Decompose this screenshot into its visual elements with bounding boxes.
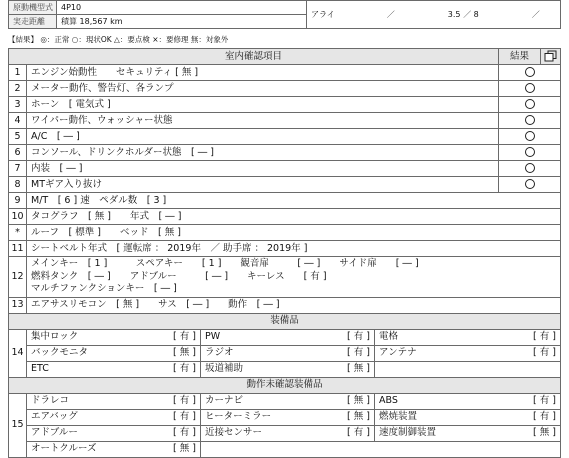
result-ok-1 — [499, 65, 561, 81]
unverified-value: [ 有 ] — [317, 425, 375, 441]
equip-value: [ 有 ] — [317, 329, 375, 345]
row-no: 13 — [9, 297, 27, 313]
keys-line-3: マルチファンクションキー [ ― ] — [31, 283, 177, 294]
unverified-name: ドラレコ — [27, 393, 143, 409]
equip-empty — [375, 361, 561, 377]
equip-name: アンテナ — [375, 345, 491, 361]
check-item-2: メーター動作、警告灯、各ランプ — [27, 81, 499, 97]
circle-icon — [525, 115, 535, 125]
equip-value: [ 有 ] — [143, 361, 201, 377]
check-item-7: 内装 [ ― ] — [27, 161, 499, 177]
row-no: 6 — [9, 145, 27, 161]
keys-info — [27, 257, 561, 298]
row-no: 3 — [9, 97, 27, 113]
equip-value: [ 有 ] — [143, 329, 201, 345]
unverified-value: [ 有 ] — [491, 393, 561, 409]
unverified-name: 燃焼装置 — [375, 409, 491, 425]
row-no: 12 — [9, 257, 27, 298]
result-ok-4 — [499, 113, 561, 129]
check-item-6: コンソール、ドリンクホルダー状態 [ ― ] — [27, 145, 499, 161]
unverified-name: オートクルーズ — [27, 441, 143, 457]
circle-icon — [525, 99, 535, 109]
unverified-name: アドブルー — [27, 425, 143, 441]
check-item-1: エンジン始動性 セキュリティ [ 無 ] — [27, 65, 499, 81]
unverified-name: 近接センサー — [201, 425, 317, 441]
unverified-header: 動作未確認装備品 — [9, 377, 561, 393]
unverified-name: ABS — [375, 393, 491, 409]
unverified-value: [ 無 ] — [317, 409, 375, 425]
row-no: 14 — [9, 329, 27, 377]
row-no: * — [9, 225, 27, 241]
interior-header: 室内確認項目 — [9, 49, 499, 65]
equip-value: [ 有 ] — [317, 345, 375, 361]
unverified-name: エアバッグ — [27, 409, 143, 425]
row-no: 7 — [9, 161, 27, 177]
alignment-slash-1: ／ — [386, 9, 395, 19]
unverified-name: ヒーターミラー — [201, 409, 317, 425]
result-ok-8 — [499, 177, 561, 193]
circle-icon — [525, 67, 535, 77]
circle-icon — [525, 163, 535, 173]
equip-name: バックモニタ — [27, 345, 143, 361]
alignment-label: アライ — [307, 1, 367, 29]
mileage-label: 実走距離 — [9, 15, 57, 29]
equip-name: 電格 — [375, 329, 491, 345]
unverified-value: [ 有 ] — [143, 409, 201, 425]
row-no: 4 — [9, 113, 27, 129]
row-no: 8 — [9, 177, 27, 193]
result-ok-3 — [499, 97, 561, 113]
alignment-values — [367, 1, 561, 29]
result-ok-7 — [499, 161, 561, 177]
engine-model-label: 原動機型式 — [9, 1, 57, 15]
copy-icon[interactable] — [541, 49, 561, 65]
interior-check-table — [8, 48, 561, 314]
equip-name: 集中ロック — [27, 329, 143, 345]
seatbelt-year-info: シートベルト年式 [ 運転席 ： 2019年 ／ 助手席 ： 2019年 ] — [27, 241, 561, 257]
transmission-info: M/T [ 6 ] 速 ペダル数 [ 3 ] — [27, 193, 561, 209]
unverified-value: [ 有 ] — [143, 425, 201, 441]
unverified-value: [ 有 ] — [491, 409, 561, 425]
result-header: 結果 — [499, 49, 541, 65]
unverified-value: [ 無 ] — [317, 393, 375, 409]
air-suspension-info: エアサスリモコン [ 無 ] サス [ ― ] 動作 [ ― ] — [27, 297, 561, 313]
row-no: 5 — [9, 129, 27, 145]
roof-bed-info: ルーフ [ 標準 ] ベッド [ 無 ] — [27, 225, 561, 241]
check-item-3: ホーン [ 電気式 ] — [27, 97, 499, 113]
circle-icon — [525, 131, 535, 141]
check-item-5: A/C [ ― ] — [27, 129, 499, 145]
row-no: 11 — [9, 241, 27, 257]
equip-name: 坂道補助 — [201, 361, 317, 377]
engine-model-value: 4P10 — [57, 1, 307, 15]
tachograph-info: タコグラフ [ 無 ] 年式 [ ― ] — [27, 209, 561, 225]
unverified-empty — [201, 441, 561, 457]
unverified-name: 速度制御装置 — [375, 425, 491, 441]
row-no: 10 — [9, 209, 27, 225]
inspection-sheet — [8, 0, 561, 458]
equip-value: [ 無 ] — [317, 361, 375, 377]
result-ok-2 — [499, 81, 561, 97]
alignment-value: 3.5 ／ 8 — [447, 9, 479, 19]
alignment-slash-2: ／ — [531, 9, 540, 19]
row-no: 2 — [9, 81, 27, 97]
equipment-header: 装備品 — [9, 313, 561, 329]
unverified-value: [ 有 ] — [143, 393, 201, 409]
unverified-name: カーナビ — [201, 393, 317, 409]
equip-name: ETC — [27, 361, 143, 377]
equip-value: [ 無 ] — [143, 345, 201, 361]
unverified-value: [ 無 ] — [491, 425, 561, 441]
equip-name: ラジオ — [201, 345, 317, 361]
result-legend: 【結果】 ◎：正常 ○：現状OK △：要点検 ×：要修理 無：対象外 — [8, 35, 229, 44]
check-item-4: ワイパー動作、ウォッシャー状態 — [27, 113, 499, 129]
circle-icon — [525, 179, 535, 189]
equipment-table — [8, 313, 561, 458]
equip-value: [ 有 ] — [491, 345, 561, 361]
keys-line-2: 燃料タンク [ ― ] アドブルー [ ― ] キーレス [ 有 ] — [31, 270, 327, 282]
row-no: 15 — [9, 393, 27, 457]
check-item-8: MTギア入り抜け — [27, 177, 499, 193]
circle-icon — [525, 83, 535, 93]
vehicle-info-table — [8, 0, 561, 29]
keys-line-1: メインキー [ 1 ] スペアキー [ 1 ] 観音扉 [ ― ] サイド扉 [ ― ] — [31, 258, 419, 269]
circle-icon — [525, 147, 535, 157]
row-no: 1 — [9, 65, 27, 81]
equip-value: [ 有 ] — [491, 329, 561, 345]
equip-name: PW — [201, 329, 317, 345]
mileage-value: 積算 18,567 km — [57, 15, 307, 29]
unverified-value: [ 無 ] — [143, 441, 201, 457]
result-ok-6 — [499, 145, 561, 161]
row-no: 9 — [9, 193, 27, 209]
result-ok-5 — [499, 129, 561, 145]
